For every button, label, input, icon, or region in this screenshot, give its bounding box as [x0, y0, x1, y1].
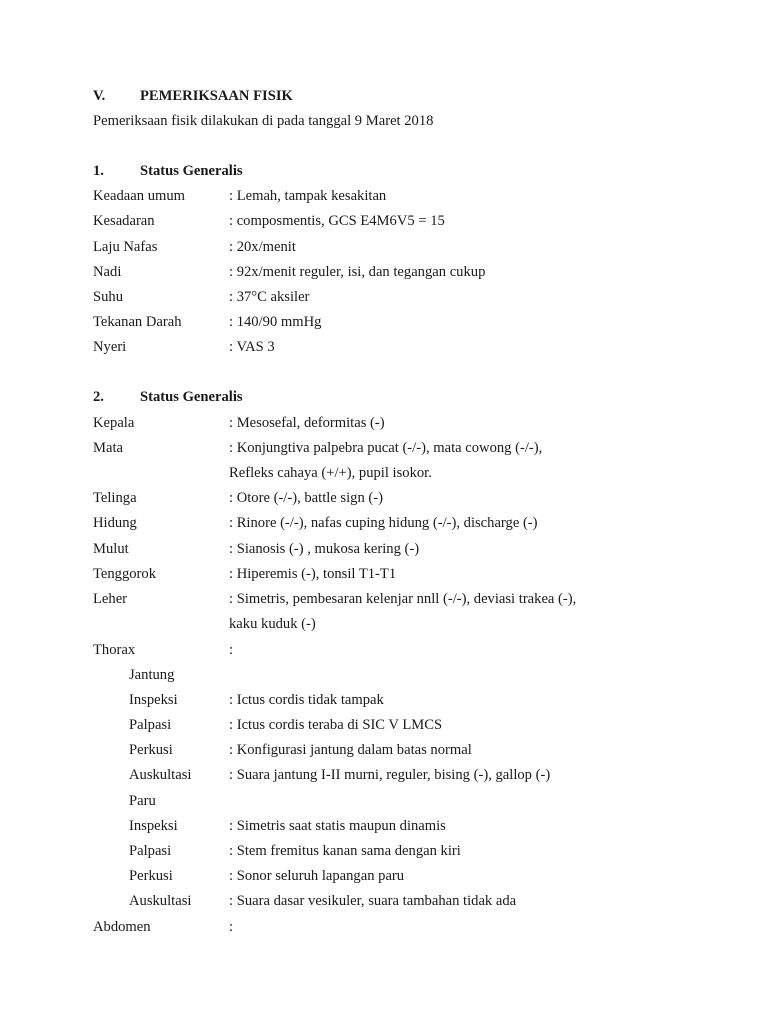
row-value: : Mesosefal, deformitas (-): [229, 415, 385, 431]
row-value: : Stem fremitus kanan sama dengan kiri: [229, 843, 461, 859]
row-label: Nadi: [93, 264, 122, 280]
section-number: V.: [93, 88, 106, 104]
row-value: : Suara dasar vesikuler, suara tambahan tidak ada: [229, 893, 517, 909]
row-label: Mulut: [93, 541, 129, 557]
row-label: Inspeksi: [129, 818, 178, 834]
row-label: Palpasi: [129, 843, 172, 859]
subgroup-label-paru: Paru: [129, 793, 156, 809]
row-value: : 20x/menit: [229, 239, 296, 255]
row-value: : composmentis, GCS E4M6V5 = 15: [229, 213, 445, 229]
subsection-number: 2.: [93, 389, 104, 405]
row-value: : Hiperemis (-), tonsil T1-T1: [229, 566, 397, 582]
row-label: Hidung: [93, 515, 137, 531]
row-value: : Suara jantung I-II murni, reguler, bising (-), gallop (-): [229, 767, 551, 783]
row-label: Perkusi: [129, 742, 173, 758]
row-value: : Konfigurasi jantung dalam batas normal: [229, 742, 472, 758]
row-label: Keadaan umum: [93, 188, 185, 204]
row-label: Thorax: [93, 642, 136, 658]
row-label: Suhu: [93, 289, 124, 305]
row-value: : Simetris saat statis maupun dinamis: [229, 818, 446, 834]
row-value: : Lemah, tampak kesakitan: [229, 188, 387, 204]
subsection-title: Status Generalis: [140, 389, 243, 405]
row-label: Abdomen: [93, 919, 151, 935]
row-label: Inspeksi: [129, 692, 178, 708]
row-value: : VAS 3: [229, 339, 275, 355]
row-value: : Konjungtiva palpebra pucat (-/-), mata cowong (-/-),: [229, 440, 543, 456]
row-value: : 37°C aksiler: [229, 289, 310, 305]
subgroup-label-jantung: Jantung: [129, 667, 175, 683]
row-label: Laju Nafas: [93, 239, 158, 255]
row-label: Mata: [93, 440, 123, 456]
row-label: Leher: [93, 591, 128, 607]
row-label: Auskultasi: [129, 893, 192, 909]
row-label: Perkusi: [129, 868, 173, 884]
row-label: Nyeri: [93, 339, 127, 355]
row-label: Telinga: [93, 490, 137, 506]
row-value: : Ictus cordis tidak tampak: [229, 692, 384, 708]
row-value: :: [229, 919, 234, 935]
row-value-continued: kaku kuduk (-): [229, 616, 316, 632]
row-value: : 92x/menit reguler, isi, dan tegangan cukup: [229, 264, 486, 280]
subsection-title: Status Generalis: [140, 163, 243, 179]
row-value: : Otore (-/-), battle sign (-): [229, 490, 383, 506]
row-value-continued: Refleks cahaya (+/+), pupil isokor.: [229, 465, 432, 481]
row-value: : Sianosis (-) , mukosa kering (-): [229, 541, 420, 557]
row-value: : 140/90 mmHg: [229, 314, 322, 330]
row-value: : Sonor seluruh lapangan paru: [229, 868, 405, 884]
section-title: PEMERIKSAAN FISIK: [140, 88, 293, 104]
row-value: : Ictus cordis teraba di SIC V LMCS: [229, 717, 443, 733]
row-label: Kepala: [93, 415, 135, 431]
row-label: Kesadaran: [93, 213, 155, 229]
subsection-number: 1.: [93, 163, 104, 179]
intro-text: Pemeriksaan fisik dilakukan di pada tanggal 9 Maret 2018: [93, 113, 434, 129]
row-label: Tekanan Darah: [93, 314, 182, 330]
row-label: Palpasi: [129, 717, 172, 733]
row-value: :: [229, 642, 234, 658]
row-value: : Rinore (-/-), nafas cuping hidung (-/-), discharge (-): [229, 515, 538, 531]
row-value: : Simetris, pembesaran kelenjar nnll (-/-), deviasi trakea (-),: [229, 591, 577, 607]
row-label: Auskultasi: [129, 767, 192, 783]
row-label: Tenggorok: [93, 566, 157, 582]
